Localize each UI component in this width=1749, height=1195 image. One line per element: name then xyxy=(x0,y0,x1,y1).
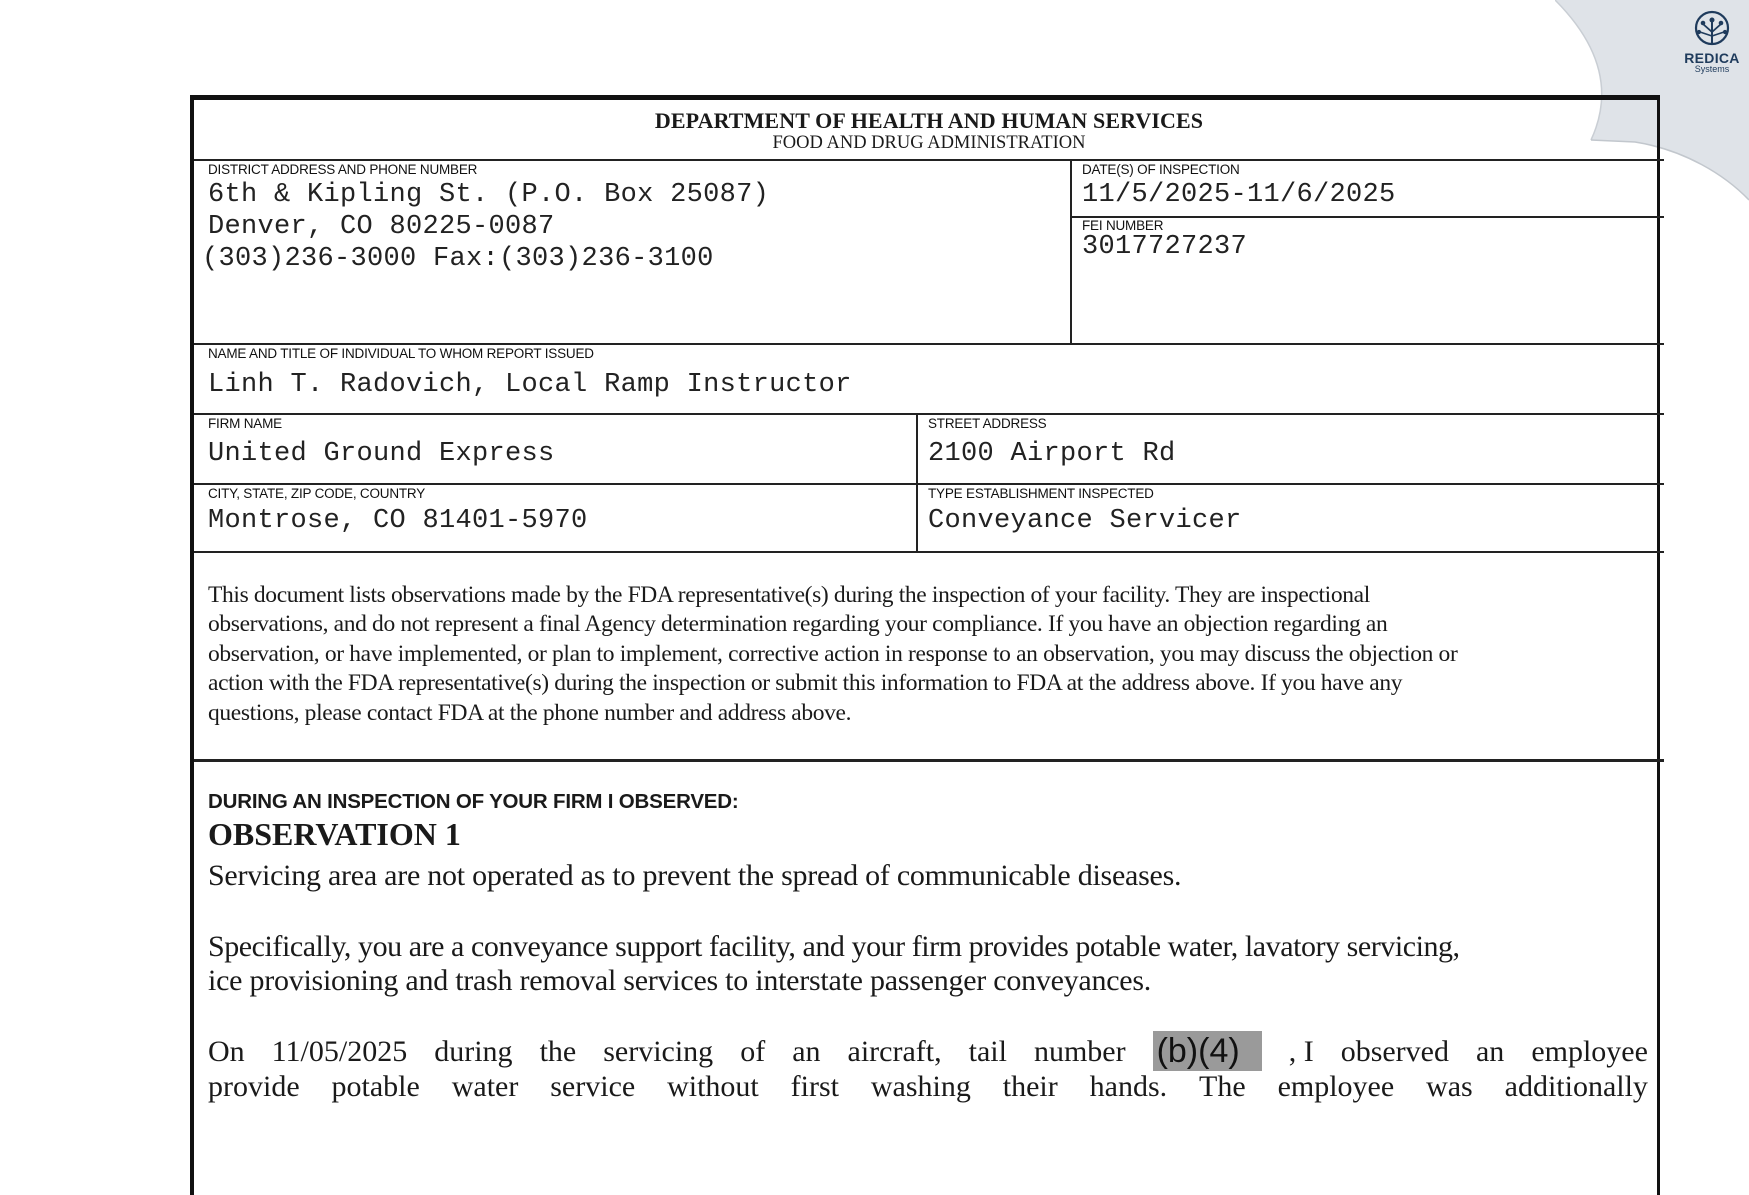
observation-word: servicing xyxy=(603,1035,714,1068)
observation-summary: Servicing area are not operated as to prevent the spread of communicable diseases. xyxy=(208,859,1182,892)
divider xyxy=(194,551,1664,553)
observation-word: an xyxy=(1475,1035,1505,1068)
observation-word: hands. xyxy=(1089,1070,1168,1103)
divider xyxy=(194,759,1664,762)
observation-word: without xyxy=(667,1070,759,1103)
observation-word: The xyxy=(1199,1070,1246,1103)
notice-paragraph xyxy=(208,581,1648,728)
observation-word: , I xyxy=(1288,1035,1314,1068)
redaction-box: (b)(4) xyxy=(1153,1031,1262,1071)
divider xyxy=(1070,159,1072,344)
divider xyxy=(194,413,1664,415)
observation-title: OBSERVATION 1 xyxy=(208,816,461,852)
tree-network-icon xyxy=(1688,10,1736,50)
recipient-label: NAME AND TITLE OF INDIVIDUAL TO WHOM REPORT ISSUED xyxy=(208,346,594,361)
district-address-line1: 6th & Kipling St. (P.O. Box 25087) xyxy=(208,180,770,210)
inspection-dates-label: DATE(S) OF INSPECTION xyxy=(1082,162,1240,177)
observation-word: additionally xyxy=(1504,1070,1648,1103)
firm-name-value: United Ground Express xyxy=(208,439,555,469)
observation-word: the xyxy=(539,1035,577,1068)
logo-tagline: Systems xyxy=(1694,64,1730,74)
firm-name-label: FIRM NAME xyxy=(208,416,282,431)
observation-word: their xyxy=(1002,1070,1058,1103)
district-phone: (303)236-3000 Fax:(303)236-3100 xyxy=(202,244,714,274)
observation-word: was xyxy=(1426,1070,1473,1103)
observation-paragraph-line: ice provisioning and trash removal services to interstate passenger conveyances. xyxy=(208,964,1152,997)
notice-line: This document lists observations made by the FDA representative(s) during the inspection of your facility. They are inspectional xyxy=(208,582,1370,608)
agency-title: FOOD AND DRUG ADMINISTRATION xyxy=(772,133,1086,153)
observation-paragraph-line xyxy=(208,1070,1648,1104)
divider xyxy=(194,343,1664,345)
divider xyxy=(194,483,1664,485)
street-address-label: STREET ADDRESS xyxy=(928,416,1047,431)
divider xyxy=(194,159,1664,161)
observation-word: potable xyxy=(331,1070,420,1103)
observation-word: washing xyxy=(870,1070,971,1103)
observation-word: during xyxy=(434,1035,513,1068)
observation-word: water xyxy=(451,1070,519,1103)
notice-line: action with the FDA representative(s) during the inspection or submit this information to FDA at the address above. If you have any xyxy=(208,670,1403,697)
district-address-line2: Denver, CO 80225-0087 xyxy=(208,212,555,242)
observation-word: tail xyxy=(968,1035,1007,1068)
observation-paragraph-line xyxy=(208,1032,1648,1071)
observation-word: 11/05/2025 xyxy=(271,1035,408,1068)
observation-word: of xyxy=(740,1035,766,1068)
fei-value: 3017727237 xyxy=(1082,232,1248,262)
inspection-dates-value: 11/5/2025-11/6/2025 xyxy=(1082,180,1396,210)
establishment-type-value: Conveyance Servicer xyxy=(928,506,1242,536)
notice-line: questions, please contact FDA at the phone number and address above. xyxy=(208,699,852,726)
fei-label: FEI NUMBER xyxy=(1082,218,1164,233)
notice-line: observations, and do not represent a final Agency determination regarding your compliance. If you have an objection regarding an xyxy=(208,611,1388,638)
observation-word: an xyxy=(792,1035,821,1068)
observation-word: observed xyxy=(1340,1035,1449,1068)
observation-word: aircraft, xyxy=(847,1035,942,1068)
observation-word: On xyxy=(208,1035,245,1068)
observation-word: employee xyxy=(1277,1070,1395,1103)
observation-word: number xyxy=(1033,1035,1126,1068)
establishment-type-label: TYPE ESTABLISHMENT INSPECTED xyxy=(928,486,1154,501)
logo-name: REDICA xyxy=(1684,50,1740,66)
observation-paragraph-line: Specifically, you are a conveyance support facility, and your firm provides potable water, lavatory servicing, xyxy=(208,930,1460,963)
observation-word: employee xyxy=(1531,1035,1648,1068)
observation-word: first xyxy=(790,1070,839,1103)
observation-word: service xyxy=(550,1070,636,1103)
fda-483-form xyxy=(190,95,1660,1195)
city-value: Montrose, CO 81401-5970 xyxy=(208,506,588,536)
recipient-value: Linh T. Radovich, Local Ramp Instructor xyxy=(208,370,852,400)
district-label: DISTRICT ADDRESS AND PHONE NUMBER xyxy=(208,162,478,177)
observations-heading: DURING AN INSPECTION OF YOUR FIRM I OBSERVED: xyxy=(208,790,739,813)
city-label: CITY, STATE, ZIP CODE, COUNTRY xyxy=(208,486,426,501)
department-title: DEPARTMENT OF HEALTH AND HUMAN SERVICES xyxy=(654,108,1204,133)
observation-word: provide xyxy=(208,1070,300,1103)
notice-line: observation, or have implemented, or plan to implement, corrective action in response to an observation, you may discuss the objection or xyxy=(208,640,1458,667)
street-address-value: 2100 Airport Rd xyxy=(928,439,1176,469)
